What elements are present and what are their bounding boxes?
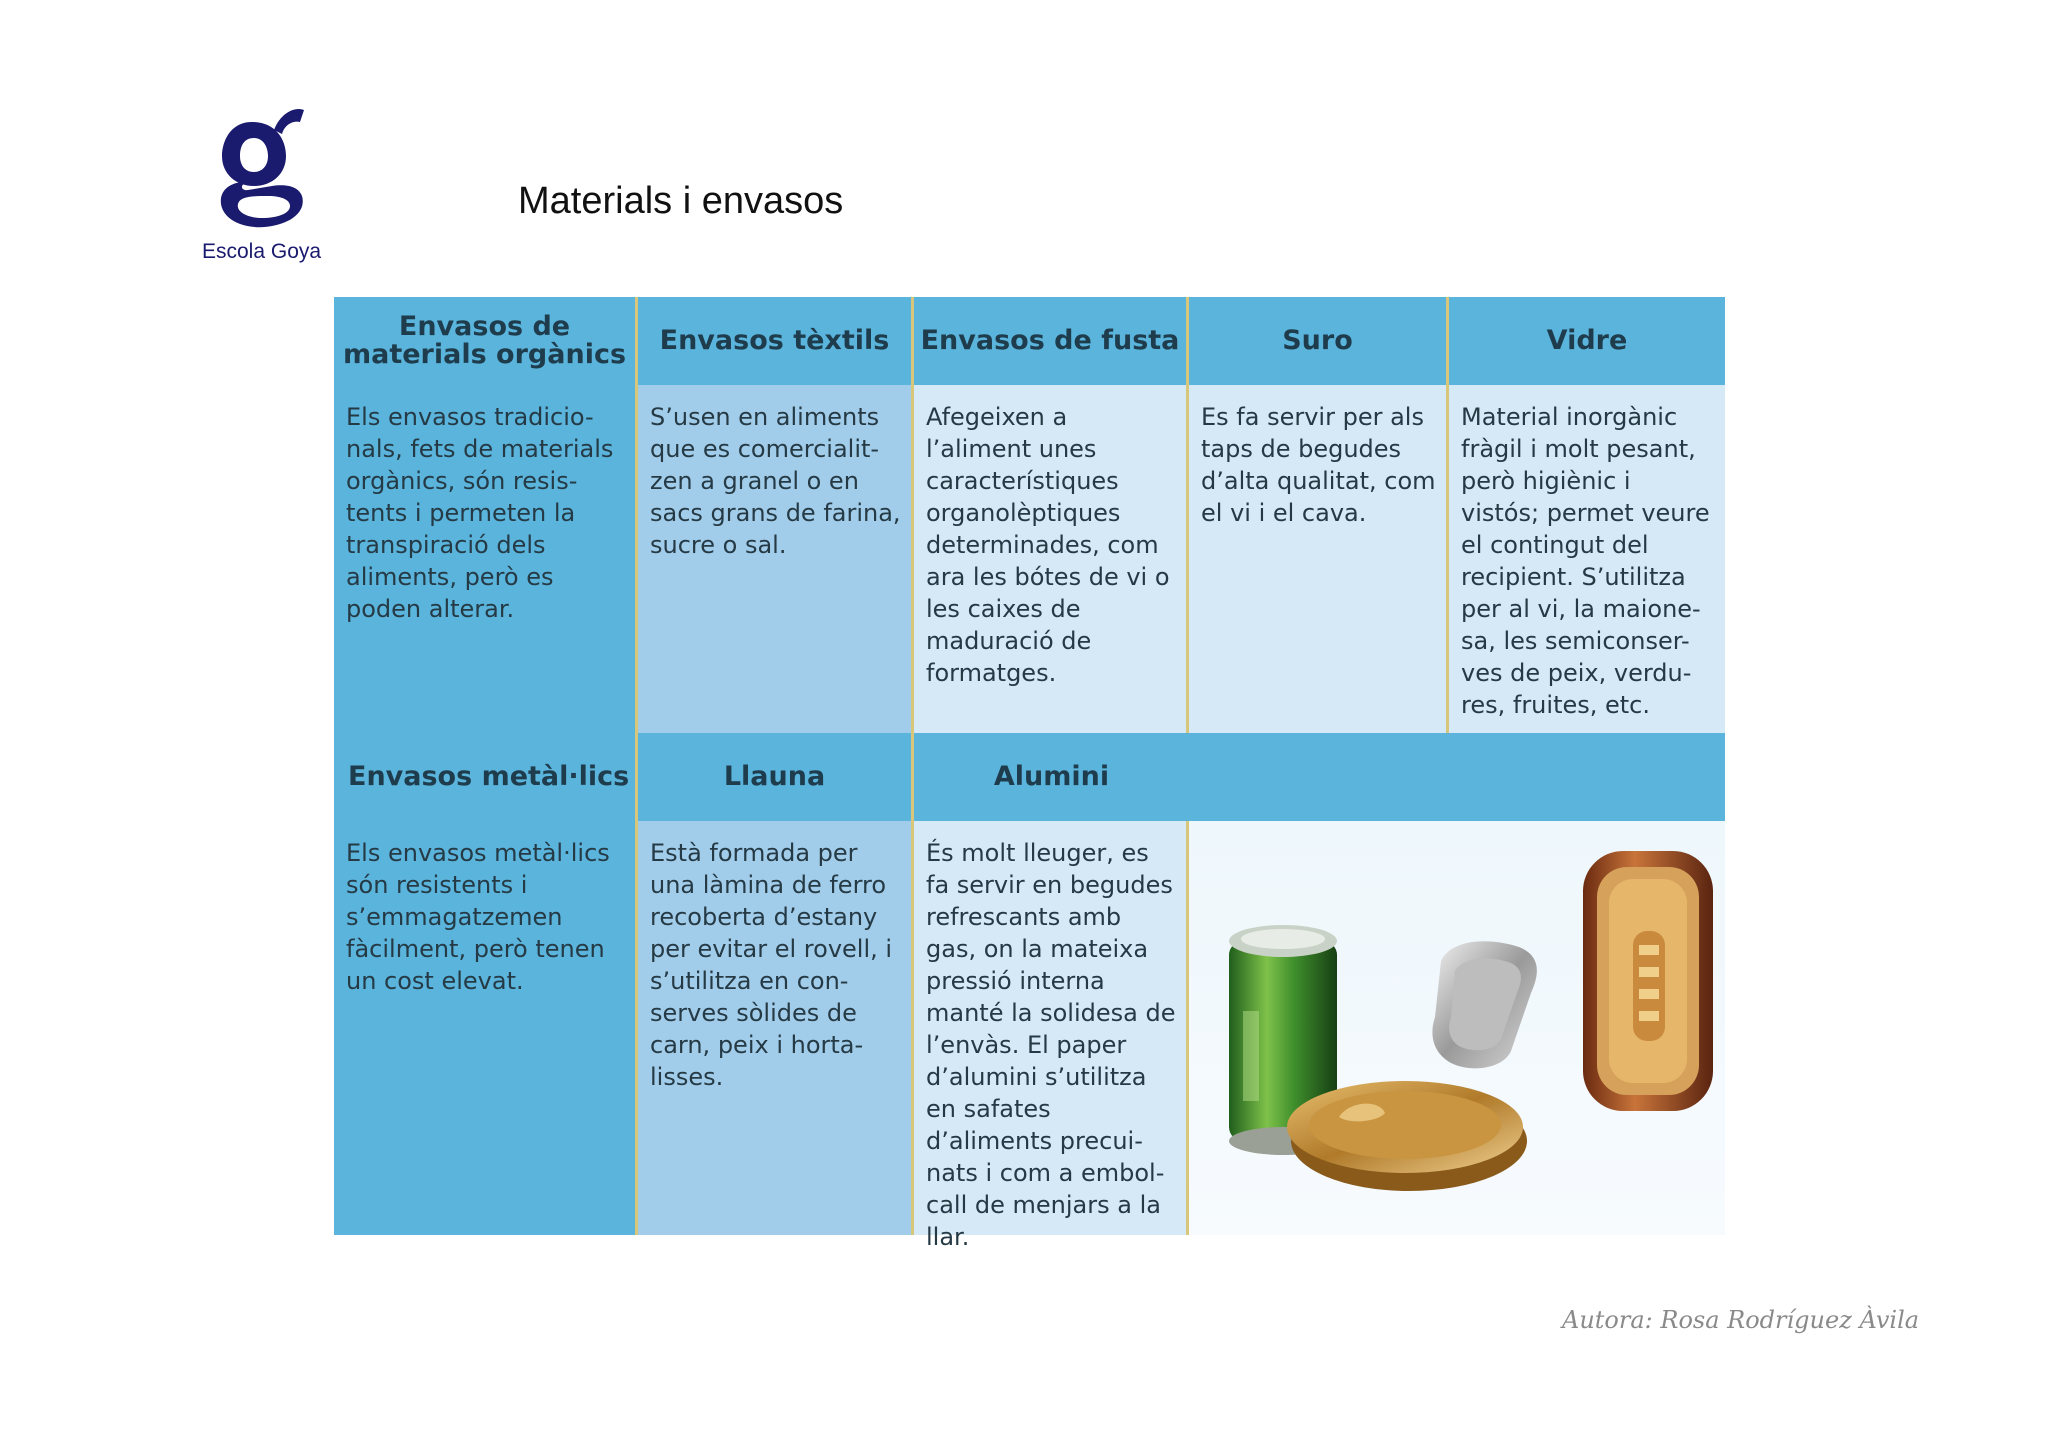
packaging-table [334,297,1725,1251]
header-wood: Envasos de fusta [911,297,1186,385]
organic-description: Els envasos tradicio-nals, fets de materials orgànics, són resis-tents i permeten la transpiració dels aliments, però es poden alterar. [334,385,635,733]
header-metal: Envasos metàl·lics [334,733,635,821]
logo-name: Escola Goya [202,240,322,263]
cans-illustration [1189,821,1725,1235]
header-organic: Envasos de materials orgànics [334,297,635,385]
aluminium-description: És molt lleuger, es fa servir en begudes refrescants amb gas, on la mateixa pressió interna manté la solidesa de l’envàs. El paper d’alumini s’utilitza en safates d’aliments precui-nats i com a embol-call de menjars a la llar. [911,821,1186,1235]
header-aluminium-row [911,733,1725,821]
school-logo [198,100,338,270]
header-cork: Suro [1186,297,1446,385]
author-credit: Autora: Rosa Rodríguez Àvila [1562,1306,1920,1334]
tin-description: Està formada per una làmina de ferro recoberta d’estany per evitar el rovell, i s’utilitza en con-serves sòlides de carn, peix i horta-lisses. [635,821,911,1235]
wood-description: Afegeixen a l’aliment unes característiques organolèptiques determinades, com ara les bótes de vi o les caixes de maduració de formatges. [911,385,1186,733]
metal-containers-image [1186,821,1725,1235]
metal-description: Els envasos metàl·lics són resistents i s’emmagatzemen fàcilment, però tenen un cost elevat. [334,821,635,1235]
page-title: Materials i envasos [518,180,844,222]
header-textile: Envasos tèxtils [635,297,911,385]
glass-description: Material inorgànic fràgil i molt pesant, però higiènic i vistós; permet veure el contingut del recipient. S’utilitza per al vi, la maione-sa, les semiconser-ves de peix, verdu-res, fruites, etc. [1446,385,1725,733]
cork-description: Es fa servir per als taps de begudes d’alta qualitat, com el vi i el cava. [1186,385,1446,733]
logo-g-icon [214,100,314,235]
header-tin: Llauna [635,733,911,821]
header-aluminium: Alumini [993,760,1110,792]
textile-description: S’usen en aliments que es comercialit-zen a granel o en sacs grans de farina, sucre o sal. [635,385,911,733]
header-glass: Vidre [1446,297,1725,385]
